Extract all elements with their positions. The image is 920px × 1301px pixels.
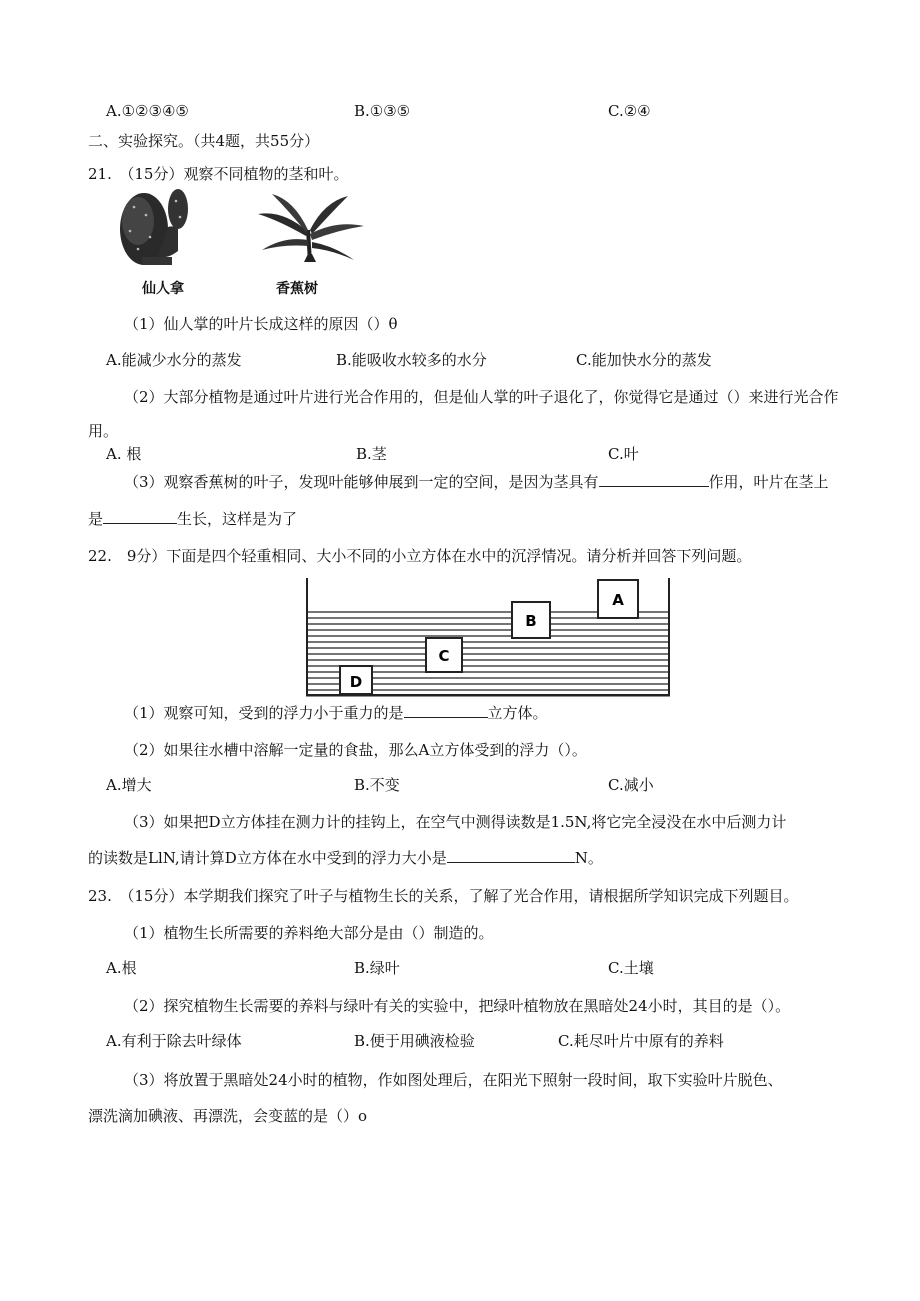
q21-p3-text-d: 生长，这样是为了: [177, 510, 298, 528]
q21-p3-text-b: 作用，叶片在茎上: [708, 473, 829, 491]
q22-stem: 22. 9分）下面是四个轻重相同、大小不同的小立方体在水中的沉浮情况。请分析并回答下列问题。: [88, 547, 752, 565]
q22-p1-blank[interactable]: [404, 703, 488, 718]
q22-p3-text-a: 的读数是LlN,请计算D立方体在水中受到的浮力大小是: [88, 849, 447, 867]
prev-option-b: B.①③⑤: [354, 102, 411, 120]
q21-p1-option-a: A.能减少水分的蒸发: [106, 351, 242, 369]
q21-part3-line2: [88, 509, 297, 529]
prev-option-c: C.②④: [608, 102, 651, 120]
q22-p2-option-a: A.增大: [106, 776, 152, 794]
q22-p3-blank[interactable]: [447, 848, 575, 863]
q22-p3-text-b: N。: [574, 849, 603, 867]
q22-p2-option-b: B.不变: [354, 776, 400, 794]
cube-b-label: B: [525, 612, 537, 630]
q21-part1: （1）仙人掌的叶片长成这样的原因（）θ: [124, 315, 398, 333]
cactus-label: 仙人拿: [142, 281, 184, 297]
q21-part3-line1: [124, 472, 829, 492]
q22-p1-text-a: （1）观察可知，受到的浮力小于重力的是: [124, 704, 404, 722]
q23-part3-line2: 漂洗滴加碘液、再漂洗，会变蓝的是（）o: [88, 1107, 368, 1125]
cube-d-label: D: [349, 673, 363, 691]
q21-p2-option-b: B.茎: [356, 445, 387, 463]
q23-part1: （1）植物生长所需要的养料绝大部分是由（）制造的。: [124, 924, 494, 942]
q23-part3-line1: （3）将放置于黑暗处24小时的植物，作如图处理后，在阳光下照射一段时间，取下实验叶片脱色、: [124, 1071, 783, 1089]
q21-p3-text-c: 是: [88, 510, 104, 528]
q22-part1: [124, 703, 548, 723]
q23-p2-option-a: A.有利于除去叶绿体: [106, 1032, 242, 1050]
q22-part3-line1: （3）如果把D立方体挂在测力计的挂钩上，在空气中测得读数是1.5N,将它完全浸没在水中后测力计: [124, 813, 787, 831]
q23-p1-option-c: C.土壤: [608, 959, 654, 977]
q21-p1-option-c: C.能加快水分的蒸发: [576, 351, 712, 369]
cube-a-label: A: [612, 591, 624, 609]
q23-p2-option-c: C.耗尽叶片中原有的养料: [558, 1032, 724, 1050]
prev-option-a: A.①②③④⑤: [106, 102, 189, 120]
q23-p2-option-b: B.便于用碘液检验: [354, 1032, 475, 1050]
q21-part2-line2: 用。: [88, 422, 119, 440]
q21-p2-option-a: A. 根: [106, 445, 142, 463]
banana-tree-image: [254, 190, 366, 264]
q21-p2-option-c: C.叶: [608, 445, 639, 463]
q22-part3-line2: [88, 848, 603, 868]
q21-p3-blank1[interactable]: [599, 472, 709, 487]
q23-p1-option-b: B.绿叶: [354, 959, 400, 977]
q22-part2: （2）如果往水槽中溶解一定量的食盐，那么A立方体受到的浮力（）。: [124, 741, 587, 759]
cactus-image: [108, 187, 204, 269]
q21-stem: 21. （15分）观察不同植物的茎和叶。: [88, 165, 349, 183]
cube-c-label: C: [438, 647, 450, 665]
section-title: 二、实验探究。（共4题，共55分）: [88, 132, 320, 150]
q21-p3-text-a: （3）观察香蕉树的叶子，发现叶能够伸展到一定的空间，是因为茎具有: [124, 473, 599, 491]
q21-p3-blank2[interactable]: [103, 509, 177, 524]
q22-p1-text-b: 立方体。: [487, 704, 548, 722]
q23-stem: 23. （15分）本学期我们探究了叶子与植物生长的关系，了解了光合作用，请根据所学知识完成下列题目。: [88, 887, 799, 905]
q23-part2: （2）探究植物生长需要的养料与绿叶有关的实验中，把绿叶植物放在黑暗处24小时，其目的是（）。: [124, 997, 791, 1015]
q21-p1-option-b: B.能吸收水较多的水分: [336, 351, 487, 369]
banana-label: 香蕉树: [276, 281, 318, 297]
q22-p2-option-c: C.减小: [608, 776, 654, 794]
q21-part2-line1: （2）大部分植物是通过叶片进行光合作用的，但是仙人掌的叶子退化了，你觉得它是通过（）来进行光合作: [124, 388, 839, 406]
water-tank-diagram: [302, 576, 674, 700]
q23-p1-option-a: A.根: [106, 959, 137, 977]
